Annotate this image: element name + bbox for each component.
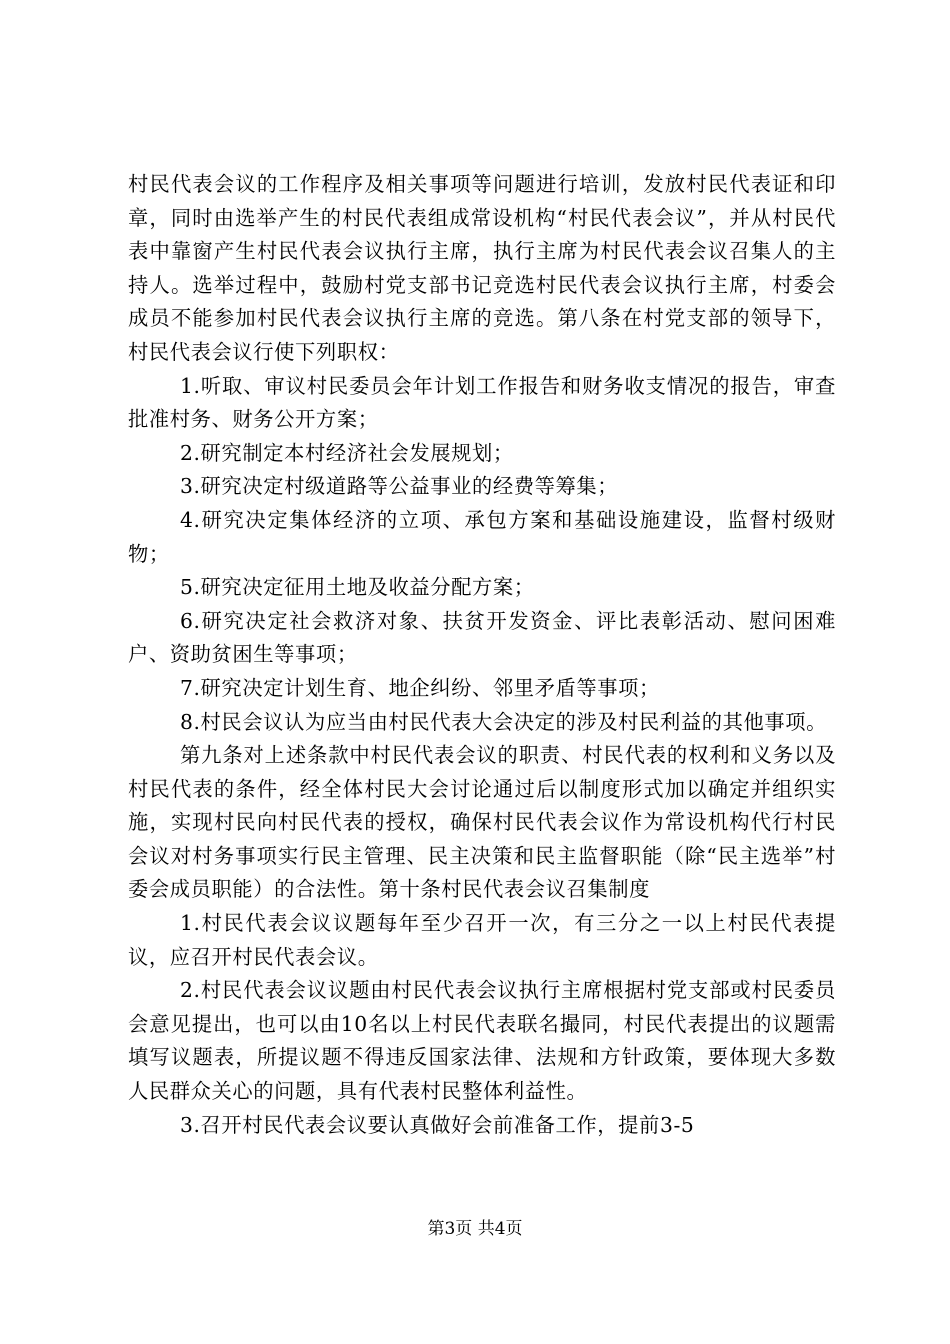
list-item-5: 5.研究决定征用土地及收益分配方案； [180,575,535,600]
convening-item-1: 1.村民代表会议议题每年至少召开一次，有三分之一以上村民代表提议，应召开村民代表会议。 [128,911,836,969]
list-item-7: 7.研究决定计划生育、地企纠纷、邻里矛盾等事项； [180,675,660,700]
list-item-8: 8.村民会议认为应当由村民代表大会决定的涉及村民利益的其他事项。 [180,709,827,734]
list-item-4: 4.研究决定集体经济的立项、承包方案和基础设施建设，监督村级财物； [128,507,836,566]
list-item-3: 3.研究决定村级道路等公益事业的经费等筹集； [180,474,619,499]
convening-item-2: 2.村民代表会议议题由村民代表会议执行主席根据村党支部或村民委员会意见提出，也可以由10名以上村民代表联名撮同，村民代表提出的议题需填写议题表，所提议题不得违反国家法律、法规和方针政策，要体现大多数人民群众关心的问题，具有代表村民整体利益性。 [128,978,836,1104]
paragraph: 村民代表会议的工作程序及相关事项等问题进行培训，发放村民代表证和印章，同时由选举产生的村民代表组成常设机构“村民代表会议”，并从村民代表中靠窗产生村民代表会议执行主席，执行主席为村民代表会议召集人的主持人。选举过程中，鼓励村党支部书记竞选村民代表会议执行主席，村委会成员不能参加村民代表会议执行主席的竞选。第八条在村党支部的领导下，村民代表会议行使下列职权： [128,172,836,364]
convening-item-3: 3.召开村民代表会议要认真做好会前准备工作，提前3-5 [180,1112,695,1137]
list-item-2: 2.研究制定本村经济社会发展规划； [180,440,514,465]
article-9-paragraph: 第九条对上述条款中村民代表会议的职责、村民代表的权利和义务以及村民代表的条件，经全体村民大会讨论通过后以制度形式加以确定并组织实施，实现村民向村民代表的授权，确保村民代表会议作为常设机构代行村民会议对村务事项实行民主管理、民主决策和民主监督职能（除“民主选举”村委会成员职能）的合法性。第十条村民代表会议召集制度 [128,743,836,902]
document-body [128,168,836,1142]
list-item-1: 1.听取、审议村民委员会年计划工作报告和财务收支情况的报告，审查批准村务、财务公开方案； [128,373,836,432]
list-item-6: 6.研究决定社会救济对象、扶贫开发资金、评比表彰活动、慰问困难户、资助贫困生等事项； [128,608,836,667]
page-footer [0,1218,950,1240]
page-number-label: 第3页 共4页 [427,1219,523,1239]
